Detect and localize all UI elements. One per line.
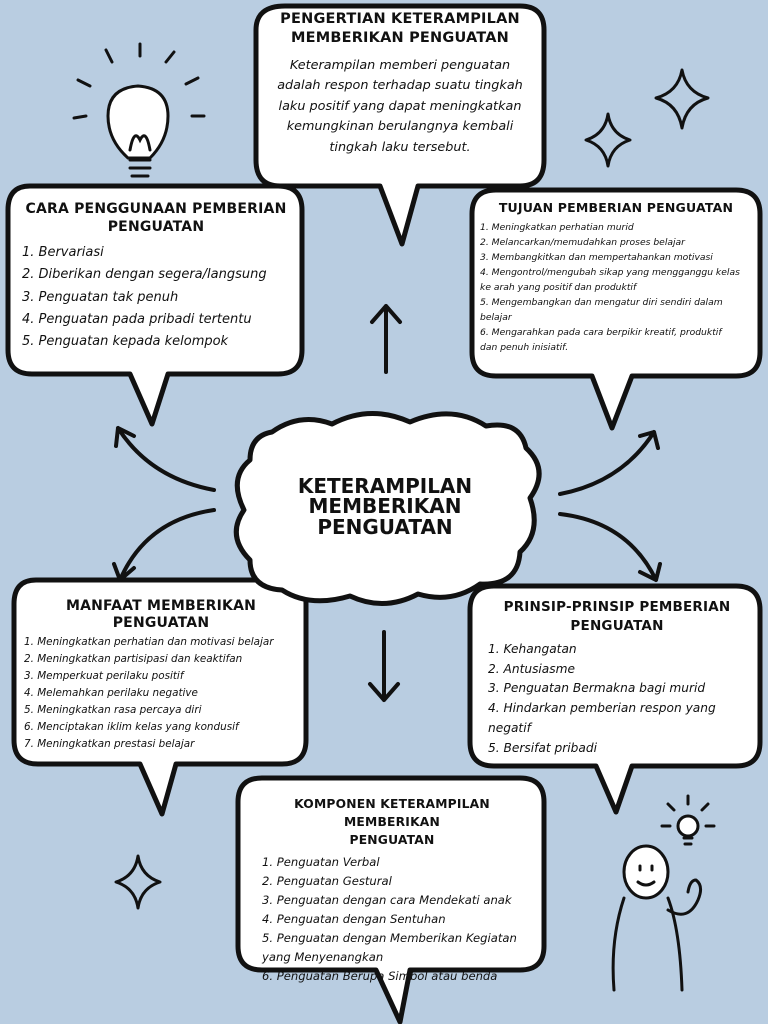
list-item: 5. Meningkatkan rasa percaya diri <box>24 703 202 716</box>
pengertian-title-line: PENGERTIAN KETERAMPILAN <box>280 11 520 27</box>
arrow-upper-left <box>116 428 214 490</box>
center-title-line: KETERAMPILAN <box>297 474 473 498</box>
center-title-line: MEMBERIKAN <box>308 494 462 519</box>
center-title <box>270 476 500 537</box>
komponen-title-line: KOMPONEN KETERAMPILAN MEMBERIKAN <box>294 797 490 829</box>
list-item: 5. Bersifat pribadi <box>488 740 597 755</box>
pengertian-text-line: Keterampilan memberi penguatan <box>289 57 511 73</box>
list-item: 3. Penguatan dengan cara Mendekati anak <box>262 893 512 908</box>
arrow-lower-right <box>560 514 660 580</box>
list-item: 1. Bervariasi <box>22 245 104 261</box>
pengertian-text-line: tingkah laku tersebut. <box>329 139 471 155</box>
tujuan-section <box>476 200 756 372</box>
pengertian-text <box>262 56 538 158</box>
arrow-lower-left <box>114 510 214 580</box>
manfaat-title-line: PENGUATAN <box>112 614 210 631</box>
komponen-section <box>244 796 540 984</box>
cara-title-line: CARA PENGGUNAAN PEMBERIAN <box>25 201 287 217</box>
list-item: 3. Penguatan Bermakna bagi murid <box>488 681 706 696</box>
komponen-title <box>244 796 540 849</box>
pengertian-title-line: MEMBERIKAN PENGUATAN <box>290 29 510 46</box>
list-item: 1. Meningkatkan perhatian dan motivasi belajar <box>24 635 274 648</box>
list-item: yang Menyenangkan <box>262 950 384 965</box>
list-item: 1. Penguatan Verbal <box>262 855 380 870</box>
cara-title-line: PENGUATAN <box>107 219 205 236</box>
list-item: 2. Penguatan Gestural <box>262 874 392 889</box>
prinsip-section <box>478 598 756 764</box>
list-item: 6. Mengarahkan pada cara berpikir kreatif, produktif <box>480 326 722 338</box>
prinsip-title-line: PENGUATAN <box>570 617 664 634</box>
list-item: 4. Penguatan dengan Sentuhan <box>262 912 446 927</box>
cara-list <box>22 242 298 352</box>
tujuan-title: TUJUAN PEMBERIAN PENGUATAN <box>498 200 734 215</box>
arrow-down <box>370 632 398 700</box>
pengertian-text-line: kemungkinan berulangnya kembali <box>286 119 514 135</box>
arrow-up <box>372 306 400 372</box>
list-item: 2. Antusiasme <box>488 661 575 676</box>
list-item: 3. Memperkuat perilaku positif <box>24 669 184 682</box>
list-item: negatif <box>488 720 531 735</box>
list-item: 2. Melancarkan/memudahkan proses belajar <box>480 237 685 249</box>
list-item: 4. Hindarkan pemberian respon yang <box>488 701 716 716</box>
pengertian-text-line: adalah respon terhadap suatu tingkah <box>277 78 523 94</box>
komponen-list <box>262 853 540 986</box>
pengertian-text-line: laku positif yang dapat meningkatkan <box>278 98 522 114</box>
person-idea-icon <box>613 796 714 990</box>
prinsip-list <box>488 640 756 759</box>
manfaat-title <box>20 598 302 632</box>
lightbulb-icon <box>74 44 204 176</box>
list-item: ke arah yang positif dan produktif <box>480 281 637 293</box>
list-item: dan penuh inisiatif. <box>480 341 569 353</box>
cara-title <box>14 200 298 236</box>
arrow-upper-right <box>560 432 658 494</box>
list-item: 1. Kehangatan <box>488 641 577 656</box>
list-item: 2. Diberikan dengan segera/langsung <box>22 267 267 283</box>
list-item: 4. Mengontrol/mengubah sikap yang mengganggu kelas <box>480 266 740 278</box>
pengertian-section <box>262 8 538 182</box>
list-item: 6. Menciptakan iklim kelas yang kondusif <box>24 720 239 733</box>
list-item: 6. Penguatan Berupa Simbol atau benda <box>262 969 498 984</box>
prinsip-title <box>478 598 756 636</box>
list-item: 5. Mengembangkan dan mengatur diri sendiri dalam <box>480 296 723 308</box>
sparkle-icon <box>116 856 160 908</box>
cara-section <box>14 200 298 370</box>
list-item: 5. Penguatan dengan Memberikan Kegiatan <box>262 931 517 946</box>
manfaat-title-line: MANFAAT MEMBERIKAN <box>65 598 257 614</box>
list-item: 1. Meningkatkan perhatian murid <box>480 222 634 234</box>
list-item: 4. Penguatan pada pribadi tertentu <box>22 311 252 327</box>
sparkle-icon <box>586 114 630 166</box>
list-item: 3. Membangkitkan dan mempertahankan motivasi <box>480 252 713 264</box>
list-item: 5. Penguatan kepada kelompok <box>22 333 229 349</box>
list-item: 7. Meningkatkan prestasi belajar <box>24 737 195 750</box>
sparkle-icon <box>656 70 708 128</box>
pengertian-title <box>262 10 538 48</box>
list-item: 4. Melemahkan perilaku negative <box>24 686 198 699</box>
komponen-title-line: PENGUATAN <box>349 832 435 847</box>
prinsip-title-line: PRINSIP-PRINSIP PEMBERIAN <box>503 599 731 615</box>
manfaat-section <box>20 598 302 760</box>
manfaat-list <box>24 634 302 753</box>
list-item: belajar <box>480 311 512 323</box>
tujuan-list <box>480 221 756 355</box>
center-title-line: PENGUATAN <box>317 514 453 539</box>
list-item: 2. Meningkatkan partisipasi dan keaktifan <box>24 652 243 665</box>
list-item: 3. Penguatan tak penuh <box>22 289 179 305</box>
